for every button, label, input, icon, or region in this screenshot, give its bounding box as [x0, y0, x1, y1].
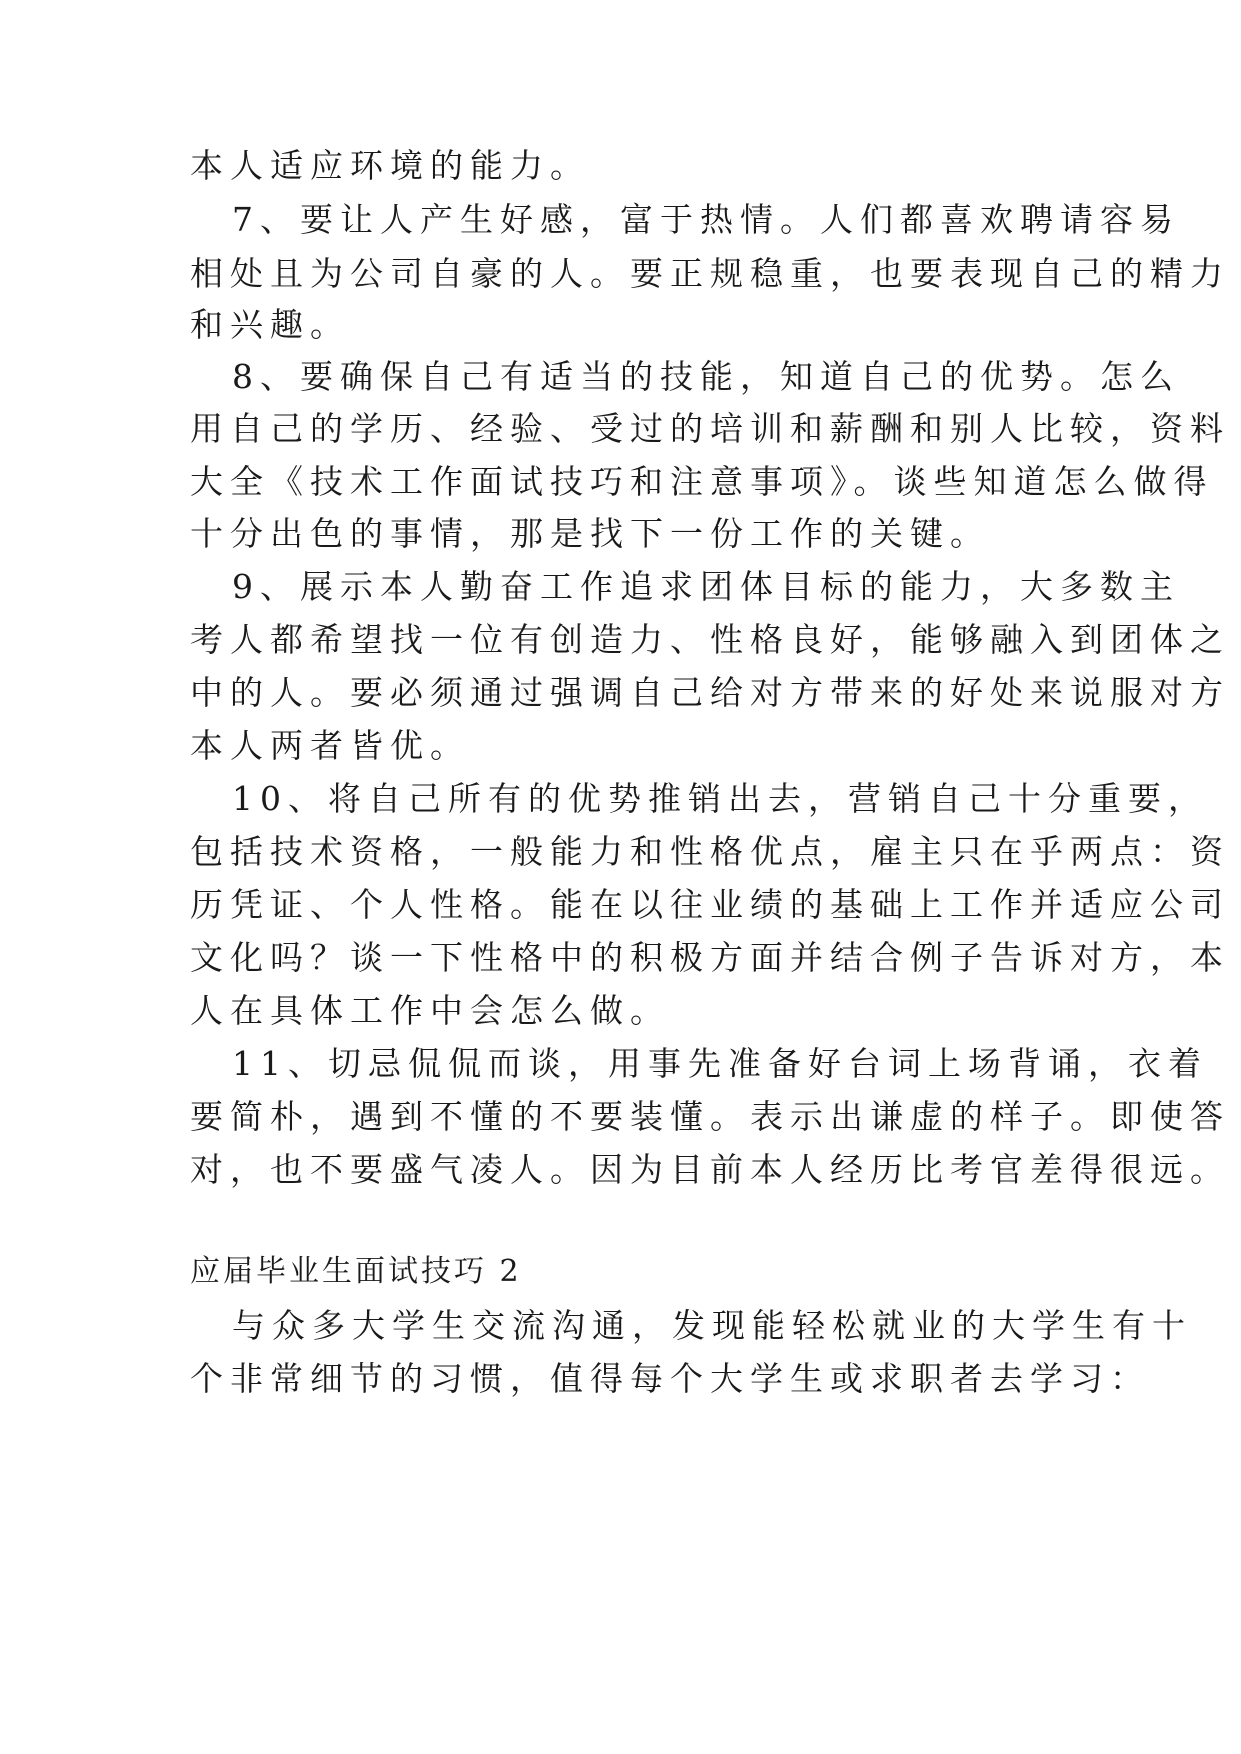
paragraph-line: 文化吗？谈一下性格中的积极方面并结合例子告诉对方，本 — [190, 938, 1230, 977]
paragraph-line: 11、切忌侃侃而谈，用事先准备好台词上场背诵，衣着 — [232, 1044, 1208, 1083]
paragraph-line: 7、要让人产生好感，富于热情。人们都喜欢聘请容易 — [232, 200, 1180, 239]
paragraph-line: 和兴趣。 — [190, 305, 350, 344]
paragraph-line: 人在具体工作中会怎么做。 — [190, 991, 670, 1030]
section-heading: 应届毕业生面试技巧 2 — [190, 1254, 522, 1289]
paragraph-line: 十分出色的事情，那是找下一份工作的关键。 — [190, 514, 990, 553]
paragraph-line: 与众多大学生交流沟通，发现能轻松就业的大学生有十 — [232, 1306, 1192, 1345]
paragraph-line: 8、要确保自己有适当的技能，知道自己的优势。怎么 — [232, 357, 1180, 396]
paragraph-line: 本人适应环境的能力。 — [190, 146, 590, 185]
paragraph-line: 包括技术资格，一般能力和性格优点，雇主只在乎两点：资 — [190, 832, 1230, 871]
paragraph-line: 用自己的学历、经验、受过的培训和薪酬和别人比较，资料 — [190, 409, 1230, 448]
paragraph-line: 对，也不要盛气凌人。因为目前本人经历比考官差得很远。 — [190, 1150, 1230, 1189]
paragraph-line: 相处且为公司自豪的人。要正规稳重，也要表现自己的精力 — [190, 254, 1230, 293]
paragraph-line: 本人两者皆优。 — [190, 726, 470, 765]
paragraph-line: 考人都希望找一位有创造力、性格良好，能够融入到团体之 — [190, 620, 1230, 659]
paragraph-line: 历凭证、个人性格。能在以往业绩的基础上工作并适应公司 — [190, 885, 1230, 924]
paragraph-line: 中的人。要必须通过强调自己给对方带来的好处来说服对方 — [190, 673, 1230, 712]
paragraph-line: 个非常细节的习惯，值得每个大学生或求职者去学习： — [190, 1359, 1150, 1398]
paragraph-line: 10、将自己所有的优势推销出去，营销自己十分重要， — [232, 779, 1208, 818]
paragraph-line: 大全《技术工作面试技巧和注意事项》。谈些知道怎么做得 — [190, 462, 1214, 501]
paragraph-line: 要简朴，遇到不懂的不要装懂。表示出谦虚的样子。即使答 — [190, 1097, 1230, 1136]
paragraph-line: 9、展示本人勤奋工作追求团体目标的能力，大多数主 — [232, 567, 1180, 606]
